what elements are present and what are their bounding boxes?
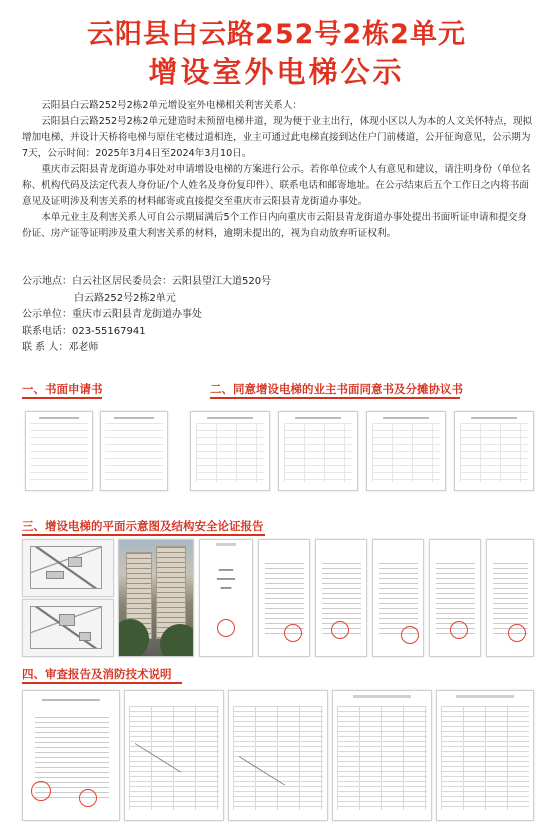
greeting: 云阳县白云路252号2栋2单元增设室外电梯相关利害关系人： [41,100,302,111]
safety-report-page-4 [429,539,481,657]
unit-label: 公示单位： [22,309,72,320]
section-3-label: 三、增设电梯的平面示意图及结构安全论证报告 [22,519,264,533]
address-line-1: 白云社区居民委员会：云阳县望江大道520号 [72,276,272,287]
contact-label: 联 系 人： [22,342,69,353]
safety-report-page-1 [258,539,310,657]
fire-tech-table-1 [332,690,432,821]
section-heading-consent [210,381,463,397]
safety-report-page-5 [486,539,534,657]
phone-label: 联系电话： [22,325,72,337]
safety-report-page-3 [372,539,424,657]
paragraph-3: 本单元业主及利害关系人可自公示期届满后5个工作日内向重庆市云阳县青龙街道办事处提出书面听证申请和提交身份证、房产证等证明涉及重大利害关系的材料，逾期未提出的，视为自动放弃听证权利。 [22,212,527,239]
paragraph-1: 云阳县白云路252号2栋2单元建造时未预留电梯井道，现为便于业主出行，体现小区以人为本的人文关怀特点，现拟增加电梯，并设计天桥将电梯与原住宅楼过道相连，业主可通过此电梯直接到达住户门前楼道，公开征询意见，公示期为7天，公示时间：2025年3月4日至2024年3月10日。 [22,116,533,159]
section-1-label: 一、书面申请书 [22,382,103,396]
section-4-label: 四、审查报告及消防技术说明 [22,667,172,681]
site-plan-drawing-1 [22,539,114,597]
consent-doc-4 [454,411,534,491]
unit-value: 重庆市云阳县青龙街道办事处 [72,309,202,320]
fire-tech-drawing-2 [228,690,328,821]
address-line-2: 白云路252号2栋2单元 [74,292,176,304]
notice-info [22,274,271,357]
section-2-label: 二、同意增设电梯的业主书面同意书及分摊协议书 [210,382,463,396]
section-heading-review [22,666,172,682]
notice-body [22,98,534,242]
safety-report-cover: ━━━━ ━━━━━ ━━━ [199,539,253,657]
consent-doc-2 [278,411,358,491]
site-plan-drawing-2 [22,599,114,657]
unit-row [22,307,271,324]
safety-report-page-2 [315,539,367,657]
contact-row [22,340,271,357]
application-doc-1 [25,411,93,491]
consent-doc-3 [366,411,446,491]
section-heading-application [22,381,103,397]
building-photo [118,539,194,657]
consent-doc-1 [190,411,270,491]
address-row [22,274,271,291]
fire-tech-drawing-1 [124,690,224,821]
paragraph-2: 重庆市云阳县青龙街道办事处对申请增设电梯的方案进行公示。若你单位或个人有意见和建议，请注明身份（单位名称、机构代码及法定代表人身份证/个人姓名及身份复印件）、联系电话和邮寄地址。在公示结束后五个工作日之内将书面意见及证明涉及利害关系的材料邮寄或直接提交至重庆市云阳县青龙街道办事处。 [22,164,531,207]
fire-tech-table-2 [436,690,534,821]
review-report-certificate [22,690,120,821]
phone-value: 023-55167941 [72,325,146,337]
application-doc-2 [100,411,168,491]
address-label: 公示地点： [22,276,72,287]
notice-title-address: 云阳县白云路252号2栋2单元 [87,19,466,50]
section-heading-plan [22,518,264,534]
contact-value: 邓老师 [68,342,99,353]
phone-row [22,324,271,341]
notice-title-main: 增设室外电梯公示 [148,55,405,89]
